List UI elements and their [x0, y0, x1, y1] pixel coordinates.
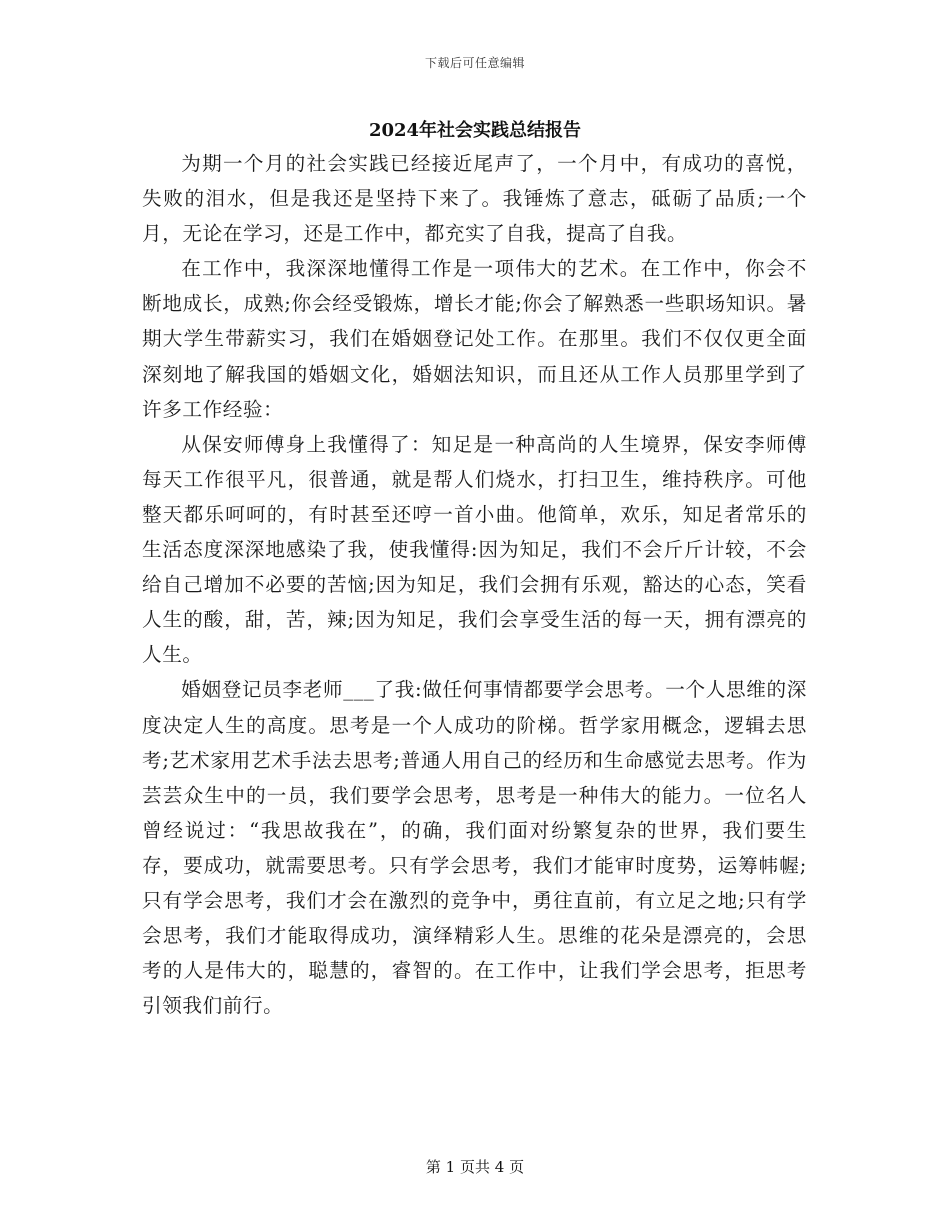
page-number: 第 1 页共 4 页 [425, 1158, 525, 1176]
paragraph-3: 从保安师傅身上我懂得了：知足是一种高尚的人生境界，保安李师傅每天工作很平凡，很普通，就是帮人们烧水，打扫卫生，维持秩序。可他整天都乐呵呵的，有时甚至还哼一首小曲。他简单，欢乐，知足者常乐的生活态度深深地感染了我，使我懂得:因为知足，我们不会斤斤计较，不会给自己增加不必要的苦恼;因为知足，我们会拥有乐观，豁达的心态，笑看人生的酸，甜，苦，辣;因为知足，我们会享受生活的每一天，拥有漂亮的人生。 [142, 432, 807, 667]
document-body [142, 146, 807, 1023]
paragraph-2: 在工作中，我深深地懂得工作是一项伟大的艺术。在工作中，你会不断地成长，成熟;你会经受锻炼，增长才能;你会了解熟悉一些职场知识。暑期大学生带薪实习，我们在婚姻登记处工作。在那里。我们不仅仅更全面深刻地了解我国的婚姻文化，婚姻法知识，而且还从工作人员那里学到了许多工作经验： [142, 257, 807, 421]
paragraph-4: 婚姻登记员李老师___了我:做任何事情都要学会思考。一个人思维的深度决定人生的高度。思考是一个人成功的阶梯。哲学家用概念，逻辑去思考;艺术家用艺术手法去思考;普通人用自己的经历和生命感觉去思考。作为芸芸众生中的一员，我们要学会思考，思考是一种伟大的能力。一位名人曾经说过：“我思故我在”，的确，我们面对纷繁复杂的世界，我们要生存，要成功，就需要思考。只有学会思考，我们才能审时度势，运筹帏幄;只有学会思考，我们才会在激烈的竞争中，勇往直前，有立足之地;只有学会思考，我们才能取得成功，演绎精彩人生。思维的花朵是漂亮的，会思考的人是伟大的，聪慧的，睿智的。在工作中，让我们学会思考，拒思考引领我们前行。 [142, 678, 807, 1018]
header-note: 下载后可任意编辑 [424, 56, 525, 70]
document-title: 2024年社会实践总结报告 [368, 120, 582, 141]
paragraph-1: 为期一个月的社会实践已经接近尾声了，一个月中，有成功的喜悦，失败的泪水，但是我还是坚持下来了。我锤炼了意志，砥砺了品质;一个月，无论在学习，还是工作中，都充实了自我，提高了自我。 [142, 152, 807, 246]
